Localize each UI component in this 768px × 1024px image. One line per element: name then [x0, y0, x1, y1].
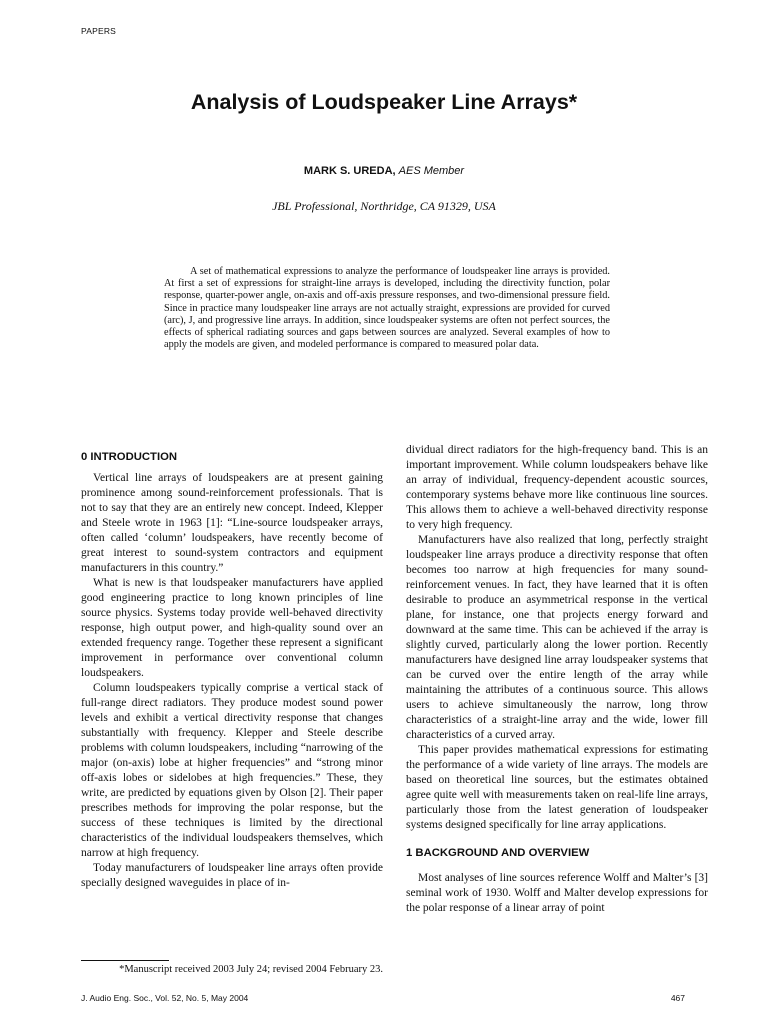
body-paragraph: Manufacturers have also realized that long, perfectly straight loudspeaker line arrays produce a directivity response that often becomes too narrow at high frequencies for many sound-reinforcement venues. In fact, they have learned that it is often desirable to produce an asymmetrical response in the vertical plane, for instance, one that projects energy forward and downward at the same time. This can be achieved if the array is slightly curved, particularly along the lower portion. Recently manufacturers have designed line array loudspeaker systems that can be curved over the entire length of the array while maintaining the attributes of a continuous source. This allows users to achieve simultaneously the narrow, long throw characteristics of a straight-line array and the wide, lower fill characteristics of a curved array. [406, 534, 708, 741]
body-paragraph: Column loudspeakers typically comprise a vertical stack of full-range direct radiators. They produce modest sound power levels and exhibit a vertical directivity response that changes substantially with frequency. Klepper and Steele describe problems with column loudspeakers, including “narrowing of the major (on-axis) lobe at higher frequencies” and “strong minor off-axis lobes or sidelobes at high frequencies.” These, they write, are predicted by equations given by Olson [2]. Their paper prescribes methods for improving the polar response, but the success of these techniques is limited by the directional characteristics of the individual loudspeakers themselves, which narrow at high frequency. [81, 682, 383, 859]
left-column [81, 443, 383, 891]
body-paragraph: Most analyses of line sources reference Wolff and Malter’s [3] seminal work of 1930. Wolff and Malter develop expressions for the polar response of a linear array of point [406, 872, 708, 914]
body-paragraph: This paper provides mathematical expressions for estimating the performance of a wide variety of line arrays. The models are based on theoretical line sources, but the estimates obtained agree quite well with measurements taken on real-life line arrays, particularly those from the latest generation of loudspeaker systems designed specifically for line array applications. [406, 744, 708, 831]
abstract: A set of mathematical expressions to analyze the performance of loudspeaker line arrays is provided. At first a set of expressions for straight-line arrays is developed, including the directivity function, polar response, quarter-power angle, on-axis and off-axis pressure responses, and two-dimensional pressure field. Since in practice many loudspeaker line arrays are not actually straight, expressions are provided for curved (arc), J, and progressive line arrays. In addition, since loudspeaker systems are often not perfect sources, the effects of spherical radiating sources and gaps between sources are analyzed. Several examples of how to apply the models are given, and modeled performance is compared to measured polar data. [164, 266, 610, 351]
body-paragraph: What is new is that loudspeaker manufacturers have applied good engineering practice to long known principles of line source physics. Systems today provide well-behaved directivity response, high output power, and high-quality sound over an extended frequency range. Together these represent a significant improvement in performance over conventional column loudspeakers. [81, 577, 383, 679]
author-membership: AES Member [398, 165, 465, 177]
body-paragraph: Vertical line arrays of loudspeakers are at present gaining prominence among sound-reinforcement professionals. That is not to say that they are an entirely new concept. Indeed, Klepper and Steele wrote in 1963 [1]: “Line-source loudspeaker arrays, often called ‘column’ loudspeakers, have recently become of great interest to sound-system contractors and equipment manufacturers in this country.” [81, 472, 383, 574]
footer-journal-citation: J. Audio Eng. Soc., Vol. 52, No. 5, May 2004 [81, 993, 249, 1003]
footnote: *Manuscript received 2003 July 24; revised 2004 February 23. [119, 964, 383, 975]
author-name: MARK S. UREDA, [303, 165, 396, 177]
footnote-rule [81, 960, 169, 961]
body-paragraph: dividual direct radiators for the high-frequency band. This is an important improvement. While column loudspeakers behave like an array of individual, frequency-dependent acoustic sources, contemporary systems behave more like continuous line sources. This allows them to achieve a well-behaved directivity response to very high frequency. [406, 444, 708, 531]
section-heading-background: 1 BACKGROUND AND OVERVIEW [406, 847, 590, 859]
right-column [406, 443, 708, 916]
running-head: PAPERS [81, 26, 117, 36]
paper-title: Analysis of Loudspeaker Line Arrays* [190, 90, 578, 114]
body-paragraph: Today manufacturers of loudspeaker line arrays often provide specially designed waveguides in place of in- [81, 862, 383, 889]
affiliation: JBL Professional, Northridge, CA 91329, USA [272, 199, 496, 213]
section-heading-introduction: 0 INTRODUCTION [81, 451, 178, 463]
author-line [0, 165, 768, 177]
page-number: 467 [670, 993, 685, 1003]
